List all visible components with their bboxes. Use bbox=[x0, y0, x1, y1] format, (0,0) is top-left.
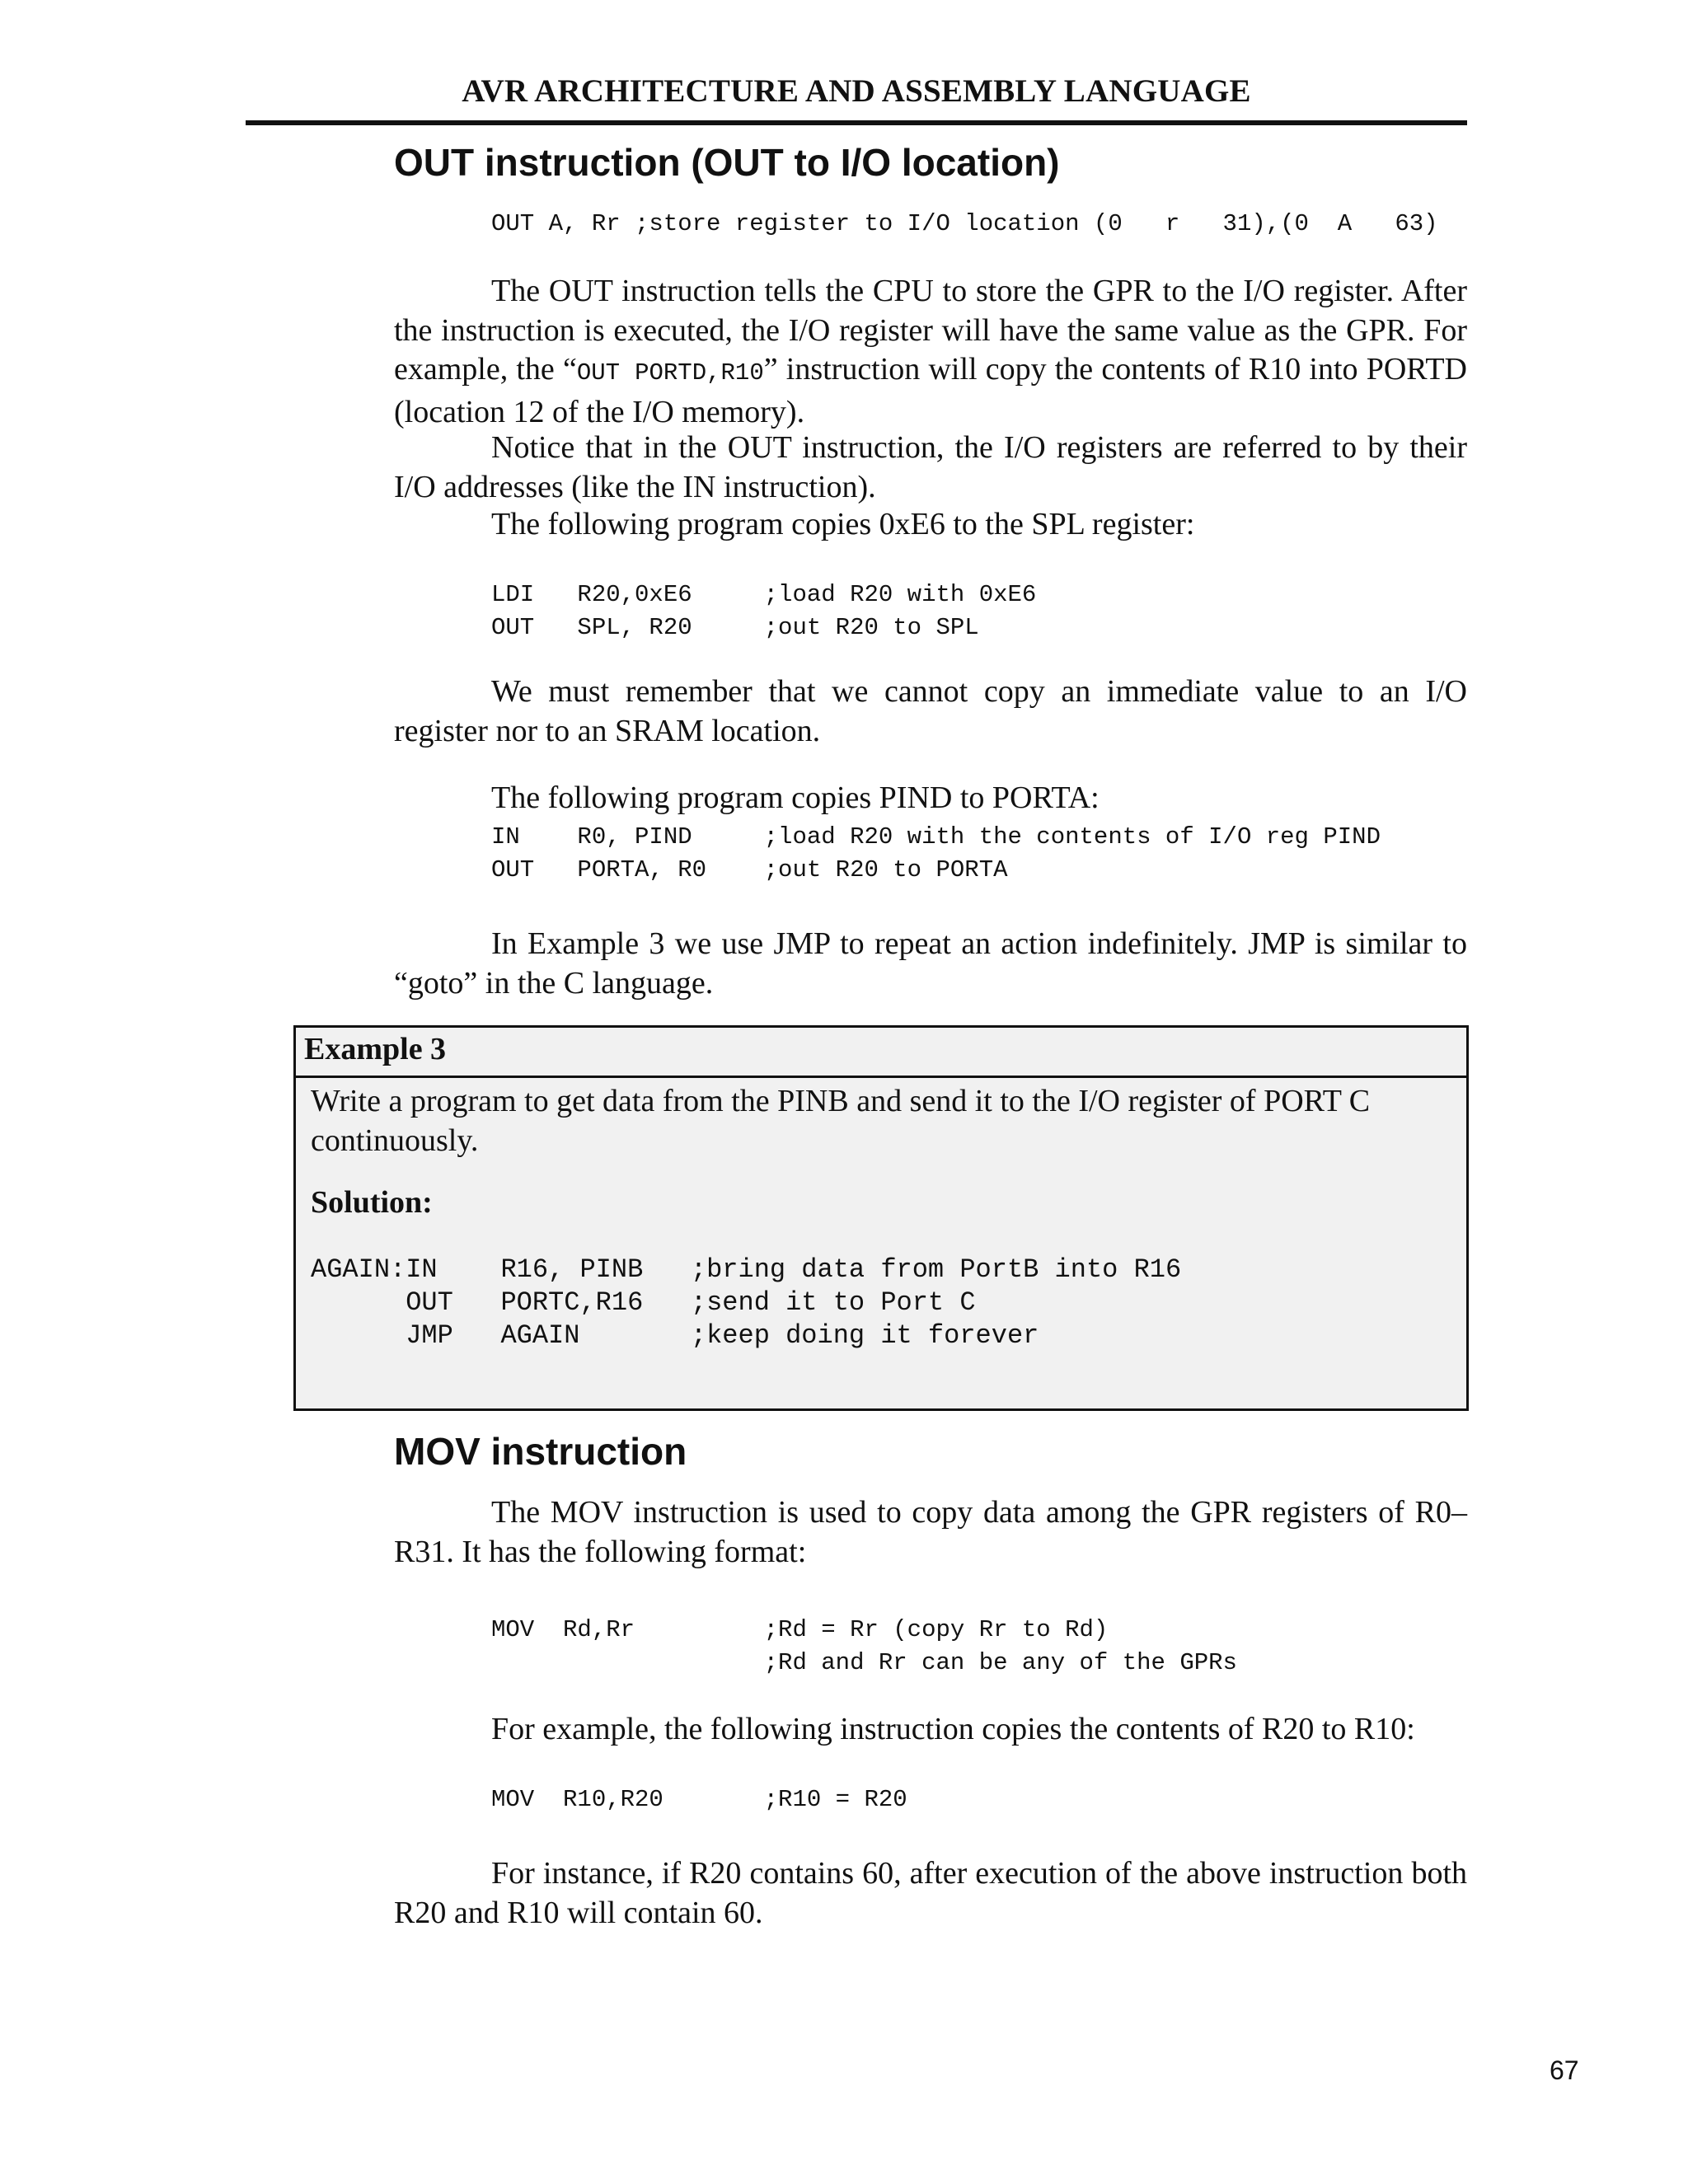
mov-paragraph-1 bbox=[394, 1493, 1467, 1572]
mov-paragraph-3-text: For instance, if R20 contains 60, after execution of the above instruction both R20 and R10 will contain 60. bbox=[394, 1856, 1467, 1930]
header-rule bbox=[246, 120, 1467, 125]
code-line: MOV Rd,Rr ;Rd = Rr (copy Rr to Rd) bbox=[491, 1616, 1109, 1643]
example-title: Example 3 bbox=[304, 1032, 447, 1066]
code-line: OUT PORTC,R16 ;send it to Port C bbox=[311, 1287, 976, 1318]
example-code bbox=[311, 1254, 1181, 1352]
example-solution-label: Solution: bbox=[311, 1185, 433, 1220]
code-line: OUT SPL, R20 ;out R20 to SPL bbox=[491, 614, 979, 641]
mov-section-title: MOV instruction bbox=[394, 1430, 687, 1473]
out-syntax-line: OUT A, Rr ;store register to I/O location (0 r 31),(0 A 63) bbox=[491, 210, 1438, 237]
mov-paragraph-1-text: The MOV instruction is used to copy data among the GPR registers of R0–R31. It has the following format: bbox=[394, 1495, 1467, 1569]
mov-paragraph-3 bbox=[394, 1854, 1467, 1933]
page-number: 67 bbox=[1550, 2055, 1579, 2085]
code-line: OUT PORTA, R0 ;out R20 to PORTA bbox=[491, 856, 1008, 883]
out-paragraph-3: The following program copies 0xE6 to the SPL register: bbox=[491, 507, 1195, 541]
out-paragraph-2 bbox=[394, 429, 1467, 507]
code-block-spl bbox=[491, 579, 1036, 644]
out-paragraph-1-code: OUT PORTD,R10 bbox=[576, 359, 764, 387]
code-line: ;Rd and Rr can be any of the GPRs bbox=[491, 1649, 1237, 1676]
example-box bbox=[293, 1025, 1469, 1411]
example-title-bar bbox=[296, 1028, 1466, 1078]
out-paragraph-1 bbox=[394, 272, 1467, 432]
out-paragraph-1-text-b: ” instruction will copy the contents of R10 into PORTD (location 12 of the I/O memory). bbox=[394, 352, 1467, 429]
example-text: Write a program to get data from the PINB and send it to the I/O register of PORT C continuously. bbox=[311, 1084, 1371, 1158]
out-paragraph-1-text-a: The OUT instruction tells the CPU to store the GPR to the I/O register. After the instruction is executed, the I/O register will have the same value as the GPR. For example, the “ bbox=[394, 274, 1467, 387]
out-paragraph-6 bbox=[394, 925, 1467, 1003]
running-head: AVR ARCHITECTURE AND ASSEMBLY LANGUAGE bbox=[462, 73, 1251, 109]
out-paragraph-4-text: We must remember that we cannot copy an immediate value to an I/O register nor to an SRAM location. bbox=[394, 674, 1467, 748]
mov-paragraph-2: For example, the following instruction copies the contents of R20 to R10: bbox=[491, 1712, 1415, 1746]
code-line: LDI R20,0xE6 ;load R20 with 0xE6 bbox=[491, 581, 1037, 608]
code-line: IN R0, PIND ;load R20 with the contents of I/O reg PIND bbox=[491, 823, 1381, 851]
out-section-title: OUT instruction (OUT to I/O location) bbox=[394, 141, 1060, 184]
code-block-mov-format bbox=[491, 1614, 1237, 1680]
out-paragraph-4 bbox=[394, 673, 1467, 751]
code-block-mov-example: MOV R10,R20 ;R10 = R20 bbox=[491, 1786, 907, 1813]
out-paragraph-2-text: Notice that in the OUT instruction, the I/O registers are referred to by their I/O addresses (like the IN instruction). bbox=[394, 430, 1467, 504]
out-paragraph-5: The following program copies PIND to PORTA: bbox=[491, 780, 1100, 815]
code-block-porta bbox=[491, 821, 1381, 887]
out-paragraph-6-text: In Example 3 we use JMP to repeat an action indefinitely. JMP is similar to “goto” in the C language. bbox=[394, 926, 1467, 1001]
code-line: AGAIN:IN R16, PINB ;bring data from PortB into R16 bbox=[311, 1254, 1182, 1285]
code-line: JMP AGAIN ;keep doing it forever bbox=[311, 1320, 1039, 1351]
